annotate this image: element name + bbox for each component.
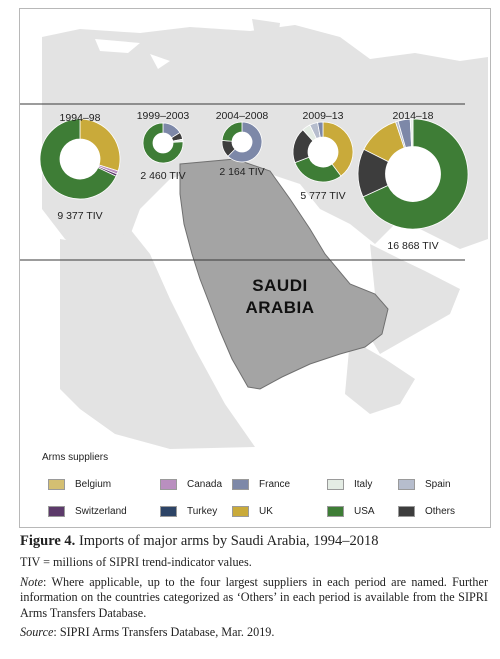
donut-hole: [308, 137, 338, 167]
note-label: Note: [20, 574, 44, 589]
legend-title: Arms suppliers: [42, 452, 109, 463]
legend-label: France: [259, 479, 291, 490]
tiv-total-label: 2 460 TIV: [140, 170, 186, 182]
legend-swatch: [398, 479, 415, 490]
legend-swatch: [48, 479, 65, 490]
legend-item-uk: [232, 506, 273, 517]
legend-label: Belgium: [75, 479, 112, 490]
country-label-line2: ARABIA: [245, 298, 315, 317]
donut-hole: [232, 132, 252, 152]
legend-label: Canada: [187, 479, 223, 490]
legend-label: Turkey: [187, 506, 218, 517]
tiv-note: TIV = millions of SIPRI trend-indicator values.: [20, 555, 252, 569]
legend-swatch: [232, 506, 249, 517]
legend-label: Spain: [425, 479, 451, 490]
figure-title: [20, 533, 488, 550]
legend-item-others: [398, 506, 455, 517]
period-label: 2004–2008: [215, 110, 269, 122]
tiv-total-label: 9 377 TIV: [57, 210, 103, 222]
source-text: : SIPRI Arms Transfers Database, Mar. 2019.: [53, 625, 275, 639]
legend-swatch: [327, 506, 344, 517]
legend-swatch: [48, 506, 65, 517]
legend-label: Italy: [354, 479, 373, 490]
tiv-total-label: 5 777 TIV: [300, 190, 346, 202]
legend-item-canada: [160, 479, 222, 490]
legend-item-spain: [398, 479, 451, 490]
legend-item-france: [232, 479, 290, 490]
source-label: Source: [20, 625, 54, 639]
period-label: 1994–98: [59, 112, 101, 124]
source-line: [20, 625, 488, 641]
map-chart: [20, 9, 490, 527]
legend-swatch: [160, 479, 177, 490]
legend-label: Others: [425, 506, 456, 517]
legend-item-switzerland: [48, 506, 127, 517]
period-label: 2014–18: [392, 110, 434, 122]
legend-label: USA: [354, 506, 375, 517]
figure-panel: [19, 8, 491, 528]
legend-item-italy: [327, 479, 372, 490]
legend-item-turkey: [160, 506, 217, 517]
legend-label: UK: [259, 506, 273, 517]
legend-item-belgium: [48, 479, 111, 490]
country-label-line1: SAUDI: [252, 276, 308, 295]
caption: [20, 533, 488, 645]
legend-label: Switzerland: [75, 506, 127, 517]
period-label: 1999–2003: [136, 110, 190, 122]
figure-title-text: Imports of major arms by Saudi Arabia, 1994–2018: [78, 533, 379, 549]
tiv-total-label: 2 164 TIV: [219, 166, 265, 178]
legend-item-usa: [327, 506, 375, 517]
legend-swatch: [232, 479, 249, 490]
donut-hole: [153, 133, 173, 153]
donut-hole: [60, 139, 100, 179]
figure-label: Figure 4.: [20, 533, 76, 549]
period-label: 2009–13: [302, 110, 344, 122]
legend-swatch: [327, 479, 344, 490]
note-text: : Where applicable, up to the four largest suppliers in each period are named. Further information on the countries categorized as ‘Others’ in each period is available from the SIPRI Arms Transfers Database.: [20, 574, 488, 620]
legend-swatch: [160, 506, 177, 517]
legend-swatch: [398, 506, 415, 517]
tiv-total-label: 16 868 TIV: [387, 240, 439, 252]
note-paragraph: [20, 575, 488, 622]
donut-hole: [386, 147, 441, 202]
